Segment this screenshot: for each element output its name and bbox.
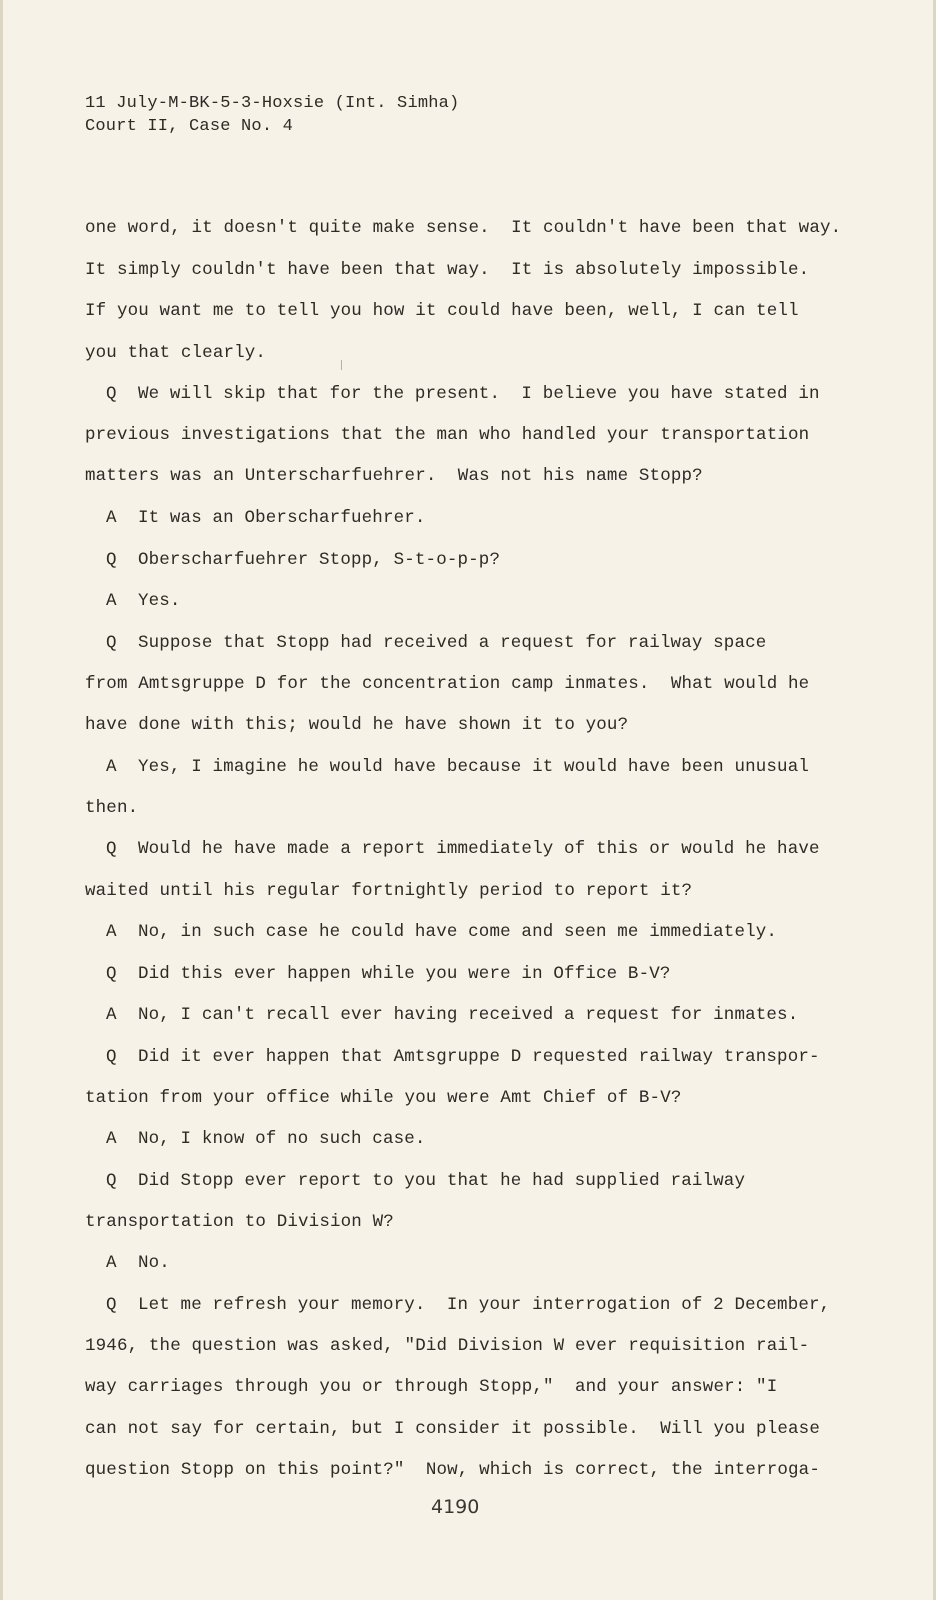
transcript-line: A It was an Oberscharfuehrer. bbox=[106, 508, 426, 528]
transcript-line: one word, it doesn't quite make sense. It couldn't have been that way. bbox=[85, 218, 842, 238]
transcript-line: Q We will skip that for the present. I believe you have stated in bbox=[106, 384, 820, 404]
transcript-line: A No, in such case he could have come and seen me immediately. bbox=[106, 922, 778, 942]
transcript-line: waited until his regular fortnightly period to report it? bbox=[85, 881, 693, 901]
transcript-line: Q Would he have made a report immediately of this or would he have bbox=[106, 839, 820, 859]
transcript-line: then. bbox=[85, 798, 139, 818]
transcript-line: If you want me to tell you how it could have been, well, I can tell bbox=[85, 301, 799, 321]
transcript-line: way carriages through you or through Stopp," and your answer: "I bbox=[85, 1377, 778, 1397]
transcript-line: Q Did Stopp ever report to you that he had supplied railway bbox=[106, 1171, 746, 1191]
transcript-line: A No. bbox=[106, 1253, 170, 1273]
transcript-line: Q Let me refresh your memory. In your interrogation of 2 December, bbox=[106, 1295, 831, 1315]
header-court-case: Court II, Case No. 4 bbox=[85, 117, 294, 136]
transcript-line: you that clearly. bbox=[85, 343, 267, 363]
transcript-line: 1946, the question was asked, "Did Division W ever requisition rail- bbox=[85, 1336, 810, 1356]
transcript-line: previous investigations that the man who handled your transportation bbox=[85, 425, 810, 445]
transcript-line: transportation to Division W? bbox=[85, 1212, 394, 1232]
header-case-reference: 11 July-M-BK-5-3-Hoxsie (Int. Simha) bbox=[85, 94, 460, 113]
transcript-line: Q Did this ever happen while you were in Office B-V? bbox=[106, 964, 671, 984]
transcript-line: have done with this; would he have shown it to you? bbox=[85, 715, 629, 735]
transcript-line: It simply couldn't have been that way. It is absolutely impossible. bbox=[85, 260, 810, 280]
transcript-line: tation from your office while you were Amt Chief of B-V? bbox=[85, 1088, 682, 1108]
transcript-line: A No, I can't recall ever having received a request for inmates. bbox=[106, 1005, 799, 1025]
transcript-line: Q Oberscharfuehrer Stopp, S-t-o-p-p? bbox=[106, 550, 501, 570]
stray-ink-mark bbox=[341, 360, 342, 370]
page-number: 4190 bbox=[431, 1496, 480, 1518]
transcript-line: A No, I know of no such case. bbox=[106, 1129, 426, 1149]
transcript-line: A Yes, I imagine he would have because it would have been unusual bbox=[106, 757, 810, 777]
transcript-line: A Yes. bbox=[106, 591, 181, 611]
transcript-line: Q Did it ever happen that Amtsgruppe D requested railway transpor- bbox=[106, 1047, 820, 1067]
transcript-line: from Amtsgruppe D for the concentration camp inmates. What would he bbox=[85, 674, 810, 694]
transcript-line: matters was an Unterscharfuehrer. Was not his name Stopp? bbox=[85, 466, 703, 486]
document-header bbox=[85, 92, 459, 138]
transcript-line: Q Suppose that Stopp had received a request for railway space bbox=[106, 633, 767, 653]
transcript-line: can not say for certain, but I consider it possible. Will you please bbox=[85, 1419, 820, 1439]
transcript-line: question Stopp on this point?" Now, which is correct, the interroga- bbox=[85, 1460, 820, 1480]
